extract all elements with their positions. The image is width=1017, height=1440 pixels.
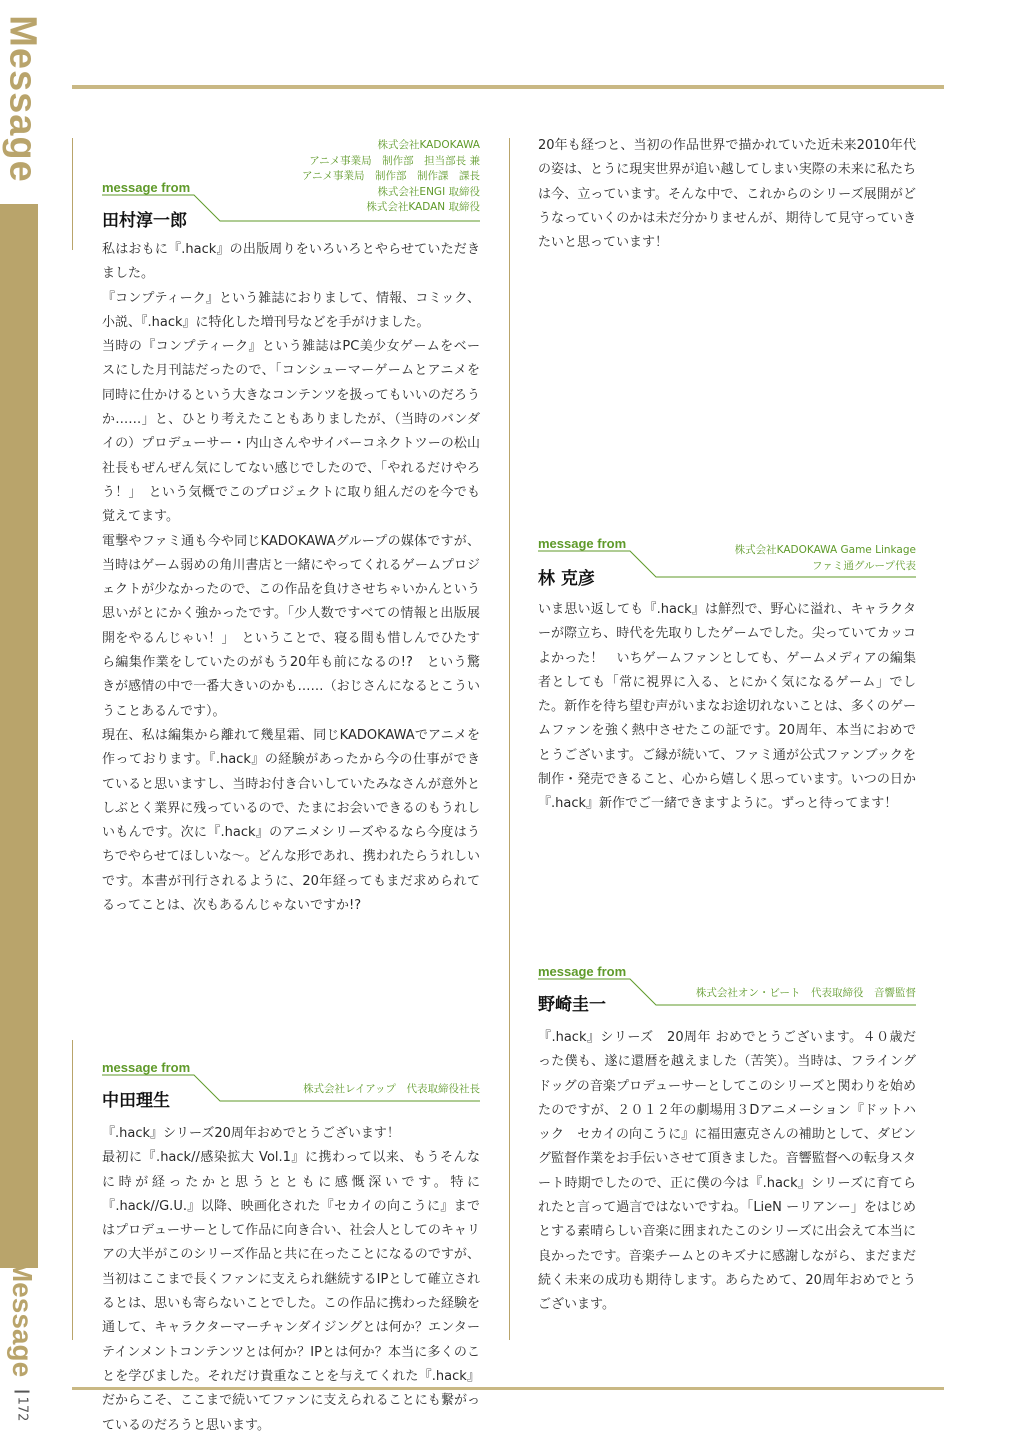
message-block-tamura: [102, 138, 480, 918]
message-from-label: message from: [102, 1060, 191, 1075]
side-accent-bar: [0, 204, 38, 1268]
column-divider: [72, 1040, 73, 1340]
message-header: [538, 962, 916, 1026]
footer-section-title: Message: [7, 1258, 38, 1378]
message-from-label: message from: [538, 964, 627, 979]
message-header: [102, 138, 480, 238]
message-block-nakata-continued: [538, 134, 916, 255]
message-block-nakata: [102, 1058, 480, 1433]
message-block-nozaki: [538, 962, 916, 1318]
message-body: いま思い返しても『.hack』は鮮烈で、野心に溢れ、キャラクターが際立ち、時代を先取りしたゲームでした。尖っていてカッコよかった！ いちゲームファンとしても、ゲームメディアの編集者としても「常に視界に入る、とにかく気になるゲーム」でした。新作を待ち望む声がいまなお途切れないことは、多くのゲームファンを強く熱中させたこの証です。20周年、本当におめでとうございます。ご縁が続いて、ファミ通が公式ファンブックを制作・発売できること、心から嬉しく思っています。いつの日か『.hack』新作でご一緒できますように。ずっと待ってます！: [538, 602, 916, 812]
message-block-hayashi: [538, 534, 916, 817]
section-title: Message: [1, 15, 44, 183]
top-rule: [72, 85, 944, 89]
affiliation: 株式会社KADOKAWA Game Linkage ファミ通グループ代表: [734, 544, 916, 572]
message-body: 私はおもに『.hack』の出版周りをいろいろとやらせていただきました。 『コンプティーク』という雑誌におりまして、情報、コミック、小説、『.hack』に特化した増刊号などを手がけました。 当時の『コンプティーク』という雑誌はPC美少女ゲームをベースにした月刊誌だったので、「コンシューマーゲームとアニメを同時に仕かけるという大きなコンテンツを扱ってもいいのだろうか……」と、ひとり考えたこともありましたが、（当時のバンダイの）プロデューサー・内山さんやサイバーコネクトツーの松山社長もぜんぜん気にしてない感じでしたので、「やれるだけやろう！」 という気概でこのプロジェクトに取り組んだのを今でも覚えてます。 電撃やファミ通も今や同じKADOKAWAグループの媒体ですが、当時はゲーム弱めの角川書店と一緒にやってくれるゲームプロジェクトが少なかったので、この作品を負けさせちゃいかんという思いがとにかく強かったです。「少人数ですべての情報と出版展開をやるんじゃい！」 ということで、寝る間も惜しんでひたすら編集作業をしていたのがもう20年も前になるの!? という驚きが感情の中で一番大きいのかも……（おじさんになるとこういうことあるんです）。 現在、私は編集から離れて幾星霜、同じKADOKAWAでアニメを作っております。『.hack』の経験があったから今の仕事ができていると思いますし、当時お付き合いしていたみなさんが意外としぶとく業界に残っているので、たまにお会いできるのもうれしいもんです。次に『.hack』のアニメシリーズやるなら今度はうちでやらせてほしいな〜。どんな形であれ、携われたらうれしいです。本書が刊行されるように、20年経ってもまだ求められてるってことは、次もあるんじゃないですか!?: [102, 242, 480, 914]
person-name: 野崎圭一: [538, 995, 606, 1015]
person-name: 田村淳一郎: [102, 211, 187, 231]
message-header: [538, 534, 916, 598]
message-from-label: message from: [538, 536, 627, 551]
person-name: 林 克彦: [538, 569, 595, 589]
column-divider: [509, 138, 510, 1340]
column-divider: [72, 138, 73, 250]
message-header: [102, 1058, 480, 1122]
message-body: 『.hack』シリーズ 20周年 おめでとうございます。４０歳だった僕も、遂に還暦を越えました（苦笑）。当時は、フライングドッグの音楽プロデューサーとしてこのシリーズと関わりを始めたのですが、２０１２年の劇場用３Dアニメーション『ドットハック セカイの向こうに』に福田憲克さんの補助として、ダビング監督作業をお手伝いさせて頂きました。音響監督への転身スタート時期でしたので、正に僕の今は『.hack』シリーズに育てられたと言って過言ではないですね。「LieN ーリアンー」をはじめとする素晴らしい音楽に囲まれたこのシリーズに出会えて本当に良かったです。音楽チームとのキズナに感謝しながら、まだまだ続く未来の成功も期待します。あらためて、20周年おめでとうございます。: [538, 1030, 916, 1313]
person-name: 中田理生: [102, 1091, 170, 1111]
affiliation: 株式会社レイアップ 代表取締役社長: [303, 1083, 480, 1095]
message-body: 『.hack』シリーズ20周年おめでとうございます！ 最初に『.hack//感染拡大 Vol.1』に携わって以来、もうそんなに時が経ったかと思うとともに感慨深いです。特に『.hack//G.U.』以降、映画化された『セカイの向こうに』まではプロデューサーとして作品に向き合い、社会人としてのキャリアの大半がこのシリーズ作品と共に在ったことになるのですが、当初はここまで長くファンに支えられ継続するIPとして確立されるとは、思いも寄らないことでした。この作品に携わった経験を通して、キャラクターマーチャンダイジングとは何か？エンターテインメントコンテンツとは何か？IPとは何か？本当に多くのことを学びました。それだけ貴重なことを与えてくれた『.hack』だからこそ、ここまで続いてファンに支えられることにも繋がっているのだろうと思います。: [102, 1126, 480, 1433]
affiliation: 株式会社KADOKAWA アニメ事業局 制作部 担当部長 兼 アニメ事業局 制作部 制作課 課長 株式会社ENGI 取締役 株式会社KADAN 取締役: [302, 139, 480, 213]
message-body-continued: 20年も経つと、当初の作品世界で描かれていた近未来2010年代の姿は、とうに現実世界が追い越してしまい実際の未来に私たちは今、立っています。そんな中で、これからのシリーズ展開がどうなっていくのかは未だ分かりませんが、期待して見守っていきたいと思っています！: [538, 138, 916, 251]
page-number: 172: [0, 1386, 44, 1426]
affiliation: 株式会社オン・ビート 代表取締役 音響監督: [695, 987, 916, 999]
message-from-label: message from: [102, 180, 191, 195]
